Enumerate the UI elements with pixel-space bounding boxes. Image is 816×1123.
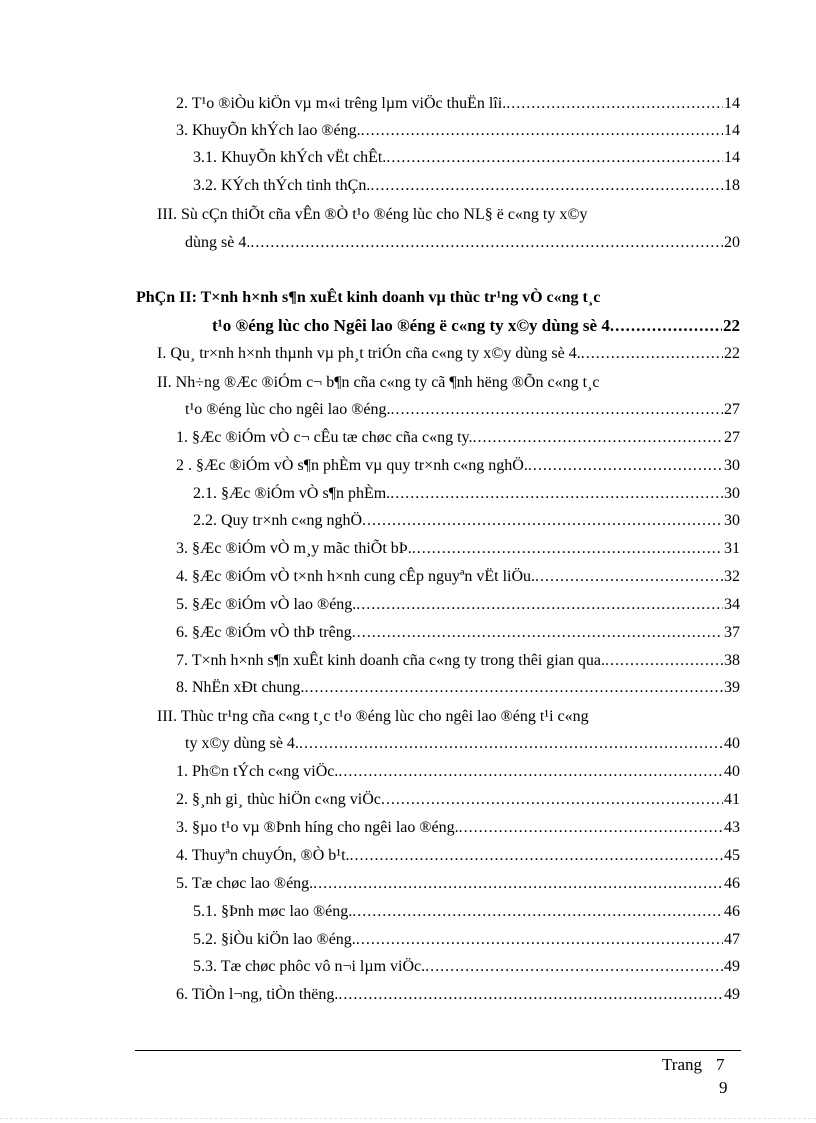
toc-entry-title: III. Thùc tr¹ng cña c«ng t¸c t¹o ®éng lùc cho ngêi lao ®éng t¹i c«ng (157, 708, 589, 725)
toc-entry (176, 846, 740, 866)
toc-entry (176, 790, 740, 810)
toc-entry-page: 32 (724, 568, 740, 585)
footer-page-number: 7 (716, 1055, 725, 1074)
footer-page-label: Trang (662, 1055, 702, 1074)
toc-entry (193, 484, 740, 504)
toc-entry-title: 1. §Æc ®iÓm vÒ c¬ cÊu tæ chøc cña c«ng ty. (176, 429, 473, 446)
toc-entry (185, 734, 740, 754)
toc-entry-title: 3.2. KÝch thÝch tinh thÇn. (193, 177, 371, 194)
toc-entry (176, 595, 740, 615)
toc-entry (176, 94, 740, 114)
toc-entry (176, 874, 740, 894)
toc-entry (193, 176, 740, 196)
toc-entry-title: dùng sè 4. (185, 234, 251, 251)
toc-entry-title: 5.2. §iÒu kiÖn lao ®éng. (193, 931, 356, 948)
toc-entry-page: 39 (724, 679, 740, 696)
toc-entry-title: 2 . §Æc ®iÓm vÒ s¶n phÈm vµ quy tr×nh c«ng nghÖ. (176, 457, 528, 474)
toc-entry-page: 14 (724, 149, 740, 166)
toc-entry-page: 14 (724, 122, 740, 139)
toc-entry (185, 400, 740, 420)
toc-entry-page: 41 (724, 791, 740, 808)
toc-entry-title: III. Sù cÇn thiÕt cña vÊn ®Ò t¹o ®éng lùc cho NL§ ë c«ng ty x©y (157, 206, 588, 223)
footer-divider (135, 1050, 741, 1051)
toc-entry-title: 3.1. KhuyÕn khÝch vËt chÊt. (193, 149, 387, 166)
toc-entry-title: 5.3. Tæ chøc phôc vô n¬i lµm viÖc. (193, 958, 426, 975)
toc-entry-title: 7. T×nh h×nh s¶n xuÊt kinh doanh cña c«ng ty trong thêi gian qua. (176, 652, 605, 669)
footer-page-sub: 9 (719, 1078, 728, 1097)
toc-entry-title: 4. §Æc ®iÓm vÒ t×nh h×nh cung cÊp nguyªn vËt liÖu. (176, 568, 536, 585)
toc-entry (176, 539, 740, 559)
toc-entry-page: 47 (724, 931, 740, 948)
toc-entry-title: 3. §Æc ®iÓm vÒ m¸y mãc thiÕt bÞ. (176, 540, 412, 557)
toc-entry-page: 49 (724, 986, 740, 1003)
toc-entry-page: 18 (724, 177, 740, 194)
toc-entry (193, 902, 740, 922)
toc-entry-page: 43 (724, 819, 740, 836)
toc-entry-page: 34 (724, 596, 740, 613)
toc-entry-title: t¹o ®éng lùc cho Ngêi lao ®éng ë c«ng ty x©y dùng sè 4 (212, 316, 610, 335)
toc-entry-page: 30 (724, 485, 740, 502)
toc-entry-title: 8. NhËn xÐt chung. (176, 679, 305, 696)
toc-entry-page: 40 (724, 735, 740, 752)
toc-entry-title: 6. §Æc ®iÓm vÒ thÞ trêng (176, 624, 352, 641)
toc-entry-page: 22 (724, 345, 740, 362)
toc-entry-title: 3. §µo t¹o vµ ®Þnh híng cho ngêi lao ®éng. (176, 819, 459, 836)
toc-entry-page: 37 (724, 624, 740, 641)
toc-entry (157, 344, 740, 364)
toc-entry-title: 5. Tæ chøc lao ®éng. (176, 875, 314, 892)
toc-entry-page: 45 (724, 847, 740, 864)
toc-entry (176, 762, 740, 782)
toc-entry (193, 957, 740, 977)
toc-entry (212, 316, 740, 336)
toc-entry-page: 20 (724, 234, 740, 251)
toc-entry-page: 31 (724, 540, 740, 557)
toc-entry (185, 233, 740, 253)
toc-entry-page: 14 (724, 95, 740, 112)
toc-entry-title: 2.2. Quy tr×nh c«ng nghÖ (193, 512, 363, 529)
toc-entry-title: I. Qu¸ tr×nh h×nh thµnh vµ ph¸t triÓn cña c«ng ty x©y dùng sè 4. (157, 345, 581, 362)
toc-entry-title: 5. §Æc ®iÓm vÒ lao ®éng. (176, 596, 357, 613)
toc-entry (176, 456, 740, 476)
toc-entry-page: 22 (723, 316, 740, 335)
toc-entry-title: 4. Thuyªn chuyÓn, ®Ò b¹t. (176, 847, 350, 864)
toc-entry-page: 27 (724, 401, 740, 418)
toc-entry-title: 6. TiÒn l¬ng, tiÒn thëng. (176, 986, 339, 1003)
toc-entry (176, 985, 740, 1005)
toc-entry (176, 428, 740, 448)
toc-entry-title: 3. KhuyÕn khÝch lao ®éng. (176, 122, 361, 139)
toc-entry (176, 651, 740, 671)
toc-entry (193, 930, 740, 950)
toc-entry-page: 27 (724, 429, 740, 446)
toc-entry-title: 5.1. §Þnh møc lao ®éng. (193, 903, 353, 920)
toc-entry-page: 38 (724, 652, 740, 669)
toc-entry-title: t¹o ®éng lùc cho ngêi lao ®éng. (185, 401, 391, 418)
toc-entry (193, 511, 740, 531)
toc-entry (176, 121, 740, 141)
toc-entry-title: 2.1. §Æc ®iÓm vÒ s¶n phÈm. (193, 485, 391, 502)
toc-entry-page: 46 (724, 875, 740, 892)
page-edge (0, 1118, 816, 1119)
toc-entry-page: 30 (724, 512, 740, 529)
toc-entry (176, 678, 740, 698)
part-heading: PhÇn II: T×nh h×nh s¶n xuÊt kinh doanh vµ thùc tr¹ng vÒ c«ng t¸c (136, 289, 601, 306)
toc-entry-page: 30 (724, 457, 740, 474)
toc-entry-page: 46 (724, 903, 740, 920)
toc-entry (193, 148, 740, 168)
toc-entry-page: 49 (724, 958, 740, 975)
toc-entry-page: 40 (724, 763, 740, 780)
toc-entry-title: 2. T¹o ®iÒu kiÖn vµ m«i trêng lµm viÖc thuËn lîi. (176, 95, 507, 112)
toc-entry-title: 1. Ph©n tÝch c«ng viÖc. (176, 763, 339, 780)
toc-entry (176, 623, 740, 643)
toc-entry-title: 2. §¸nh gi¸ thùc hiÖn c«ng viÖc (176, 791, 381, 808)
toc-entry (176, 567, 740, 587)
toc-entry-title: ty x©y dùng sè 4. (185, 735, 299, 752)
toc-entry-title: II. Nh÷ng ®Æc ®iÓm c¬ b¶n cña c«ng ty cã ¶nh hëng ®Õn c«ng t¸c (157, 374, 600, 391)
toc-entry (176, 818, 740, 838)
